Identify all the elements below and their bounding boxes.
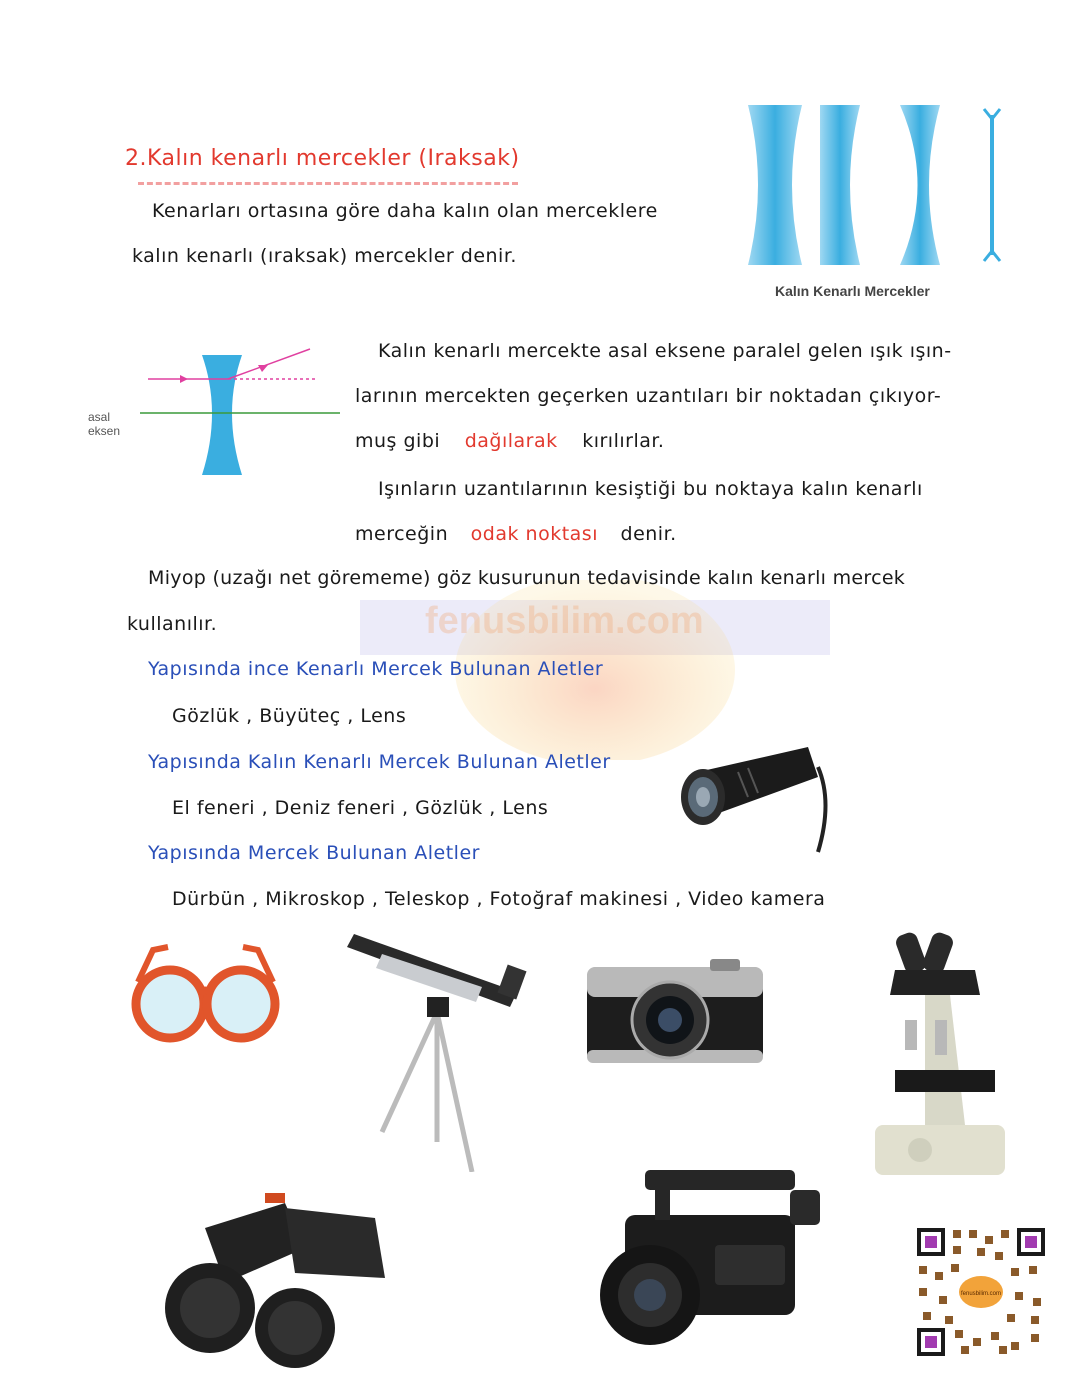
microscope-icon	[865, 925, 1010, 1187]
highlight-dagilarak: dağılarak	[464, 430, 558, 452]
paragraph2-line-1: Işınların uzantılarının kesiştiği bu noktaya kalın kenarlı	[378, 478, 923, 500]
lens-set-icon	[740, 105, 1010, 270]
lens-ray-diagram-icon	[140, 345, 340, 480]
section-items-thin-lens: Gözlük , Büyüteç , Lens	[172, 705, 407, 727]
camera-icon	[585, 955, 765, 1073]
paragraph1-line-2: larının mercekten geçerken uzantıları bir noktadan çıkıyor-	[355, 385, 942, 407]
paragraph1-line-3: muş gibi dağılarak kırılırlar.	[355, 430, 665, 452]
qr-label: fenusbilim.com	[960, 1291, 1002, 1297]
watermark-text: fenusbilim.com	[425, 600, 704, 642]
section-title-thin-lens: Yapısında ince Kenarlı Mercek Bulunan Aletler	[148, 658, 604, 680]
qr-code-icon	[915, 1226, 1047, 1358]
paragraph2-line-2: merceğin odak noktası denir.	[355, 523, 677, 545]
intro-line-1: Kenarları ortasına göre daha kalın olan merceklere	[152, 200, 658, 222]
section-title-lens: Yapısında Mercek Bulunan Aletler	[148, 842, 480, 864]
myopia-line-2: kullanılır.	[127, 613, 218, 635]
binoculars-icon	[165, 1188, 395, 1368]
axis-label: asal eksen	[88, 410, 121, 438]
myopia-line-1: Miyop (uzağı net görememe) göz kusurunun tedavisinde kalın kenarlı mercek	[148, 567, 906, 589]
section-title-thick-lens: Yapısında Kalın Kenarlı Mercek Bulunan Aletler	[148, 751, 611, 773]
section-heading: 2.Kalın kenarlı mercekler (Iraksak)	[125, 146, 520, 171]
section-items-lens: Dürbün , Mikroskop , Teleskop , Fotoğraf makinesi , Video kamera	[172, 888, 826, 910]
video-camera-icon	[595, 1165, 825, 1350]
heading-underline	[138, 182, 518, 185]
lens-figure-caption: Kalın Kenarlı Mercekler	[775, 283, 930, 299]
paragraph1-line-1: Kalın kenarlı mercekte asal eksene paralel gelen ışık ışın-	[378, 340, 952, 362]
highlight-odak-noktasi: odak noktası	[470, 523, 598, 545]
glasses-icon	[128, 942, 283, 1044]
telescope-icon	[342, 932, 532, 1172]
flashlight-icon	[668, 742, 843, 857]
intro-line-2: kalın kenarlı (ıraksak) mercekler denir.	[132, 245, 517, 267]
section-items-thick-lens: El feneri , Deniz feneri , Gözlük , Lens	[172, 797, 549, 819]
